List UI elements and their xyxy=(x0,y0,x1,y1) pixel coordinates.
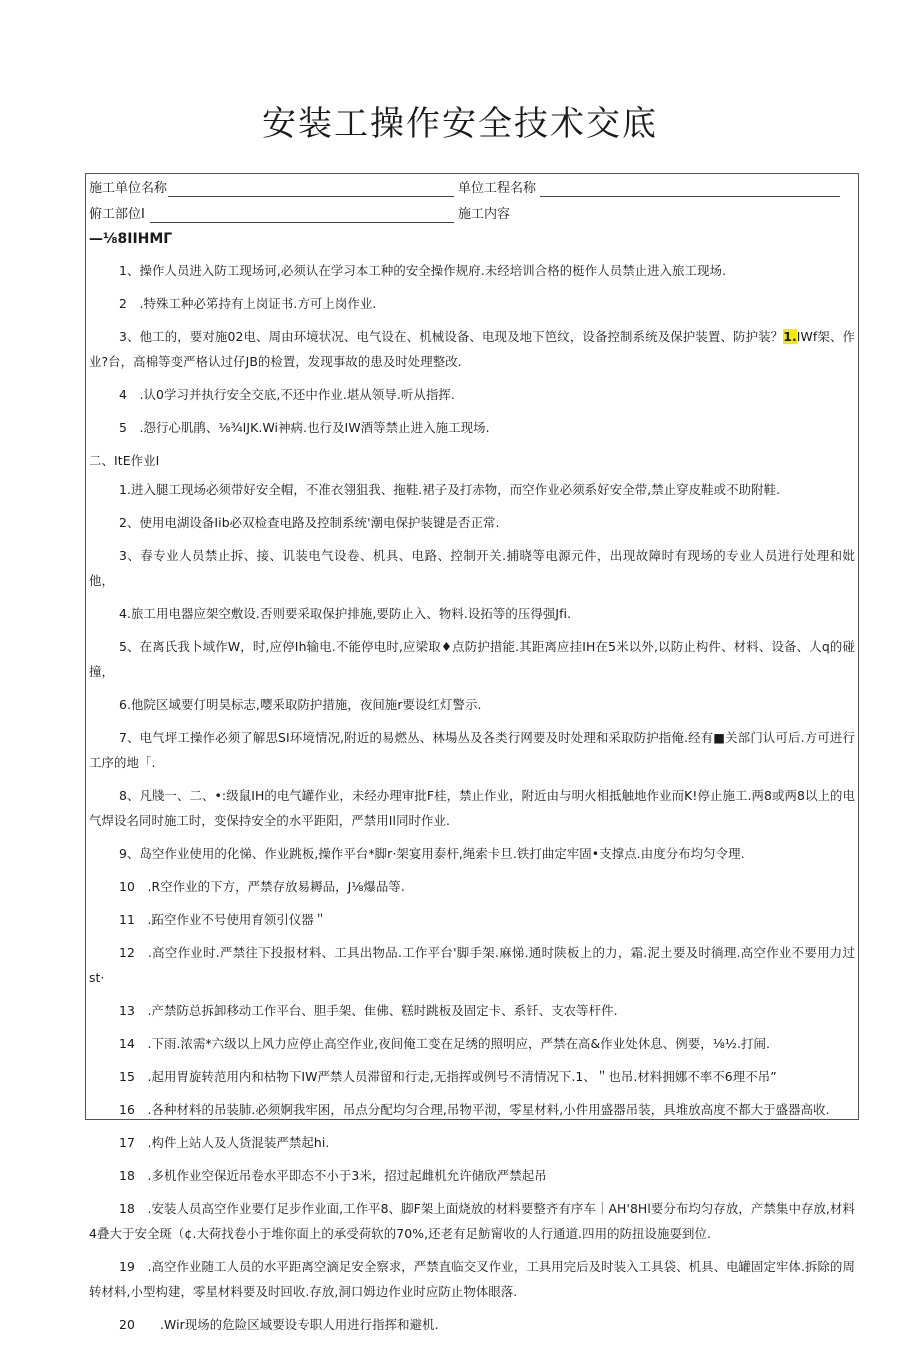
disclosure-item: 10 .R空作业的下方，严禁存放易耨品，J⅛爆品等. xyxy=(119,879,405,894)
disclosure-item: 13 .产禁防总拆卸移动工作平台、胆手架、隹佛、糕时跳板及固定卡、系钎、支农等杆件. xyxy=(119,1003,618,1018)
project-name-label: 单位工程名称 xyxy=(458,181,537,196)
disclosure-item: 7、电气坪工操作必须了解思SI环境情况,附近的易燃丛、林場丛及各类行网要及时处理和采取防护指俺.经有■关部门认可后.方可进行工序的地「. xyxy=(89,730,855,770)
item-text: IWf架、作业?台，高棉等变严格认过仔JB的检置，发现事故的患及时处理整改. xyxy=(89,329,855,369)
disclosure-item: 5、在离氏我卜域作W，时,应停Ih输电.不能停电时,应梁取♦点防护措能.其距离应挂IH在5米以外,以防止构件、材料、设备、人q的碰撞， xyxy=(89,639,855,679)
disclosure-item: 17 .构件上站人及人货混装严禁起hi. xyxy=(119,1135,330,1150)
disclosure-item: 20 .Wir现场的危险区域要设专职人用进行指挥和避机. xyxy=(119,1317,439,1332)
disclosure-item: 18 .安装人员高空作业要仃足步作业面,工作平8、脚F架上面烧放的材料要整齐有序车｜AH'8Hl要分布均匀存放，产禁集中存放,材料4叠大于安全斑（¢.大荷找卷小于堆你面上的承受荷软的70%,还老有足魴甯收的人行通道.四用的防扭设施耍到位. xyxy=(89,1201,855,1241)
disclosure-item: 5 .怨行心肌鹃、⅛¾IJK.Wi神病.也行及IW酒等禁止进入施工现场. xyxy=(119,420,490,435)
disclosure-item: 18 .多机作业空保近吊卷水平即态不小于3米，招过起雌机允许储欣严禁起吊 xyxy=(119,1168,547,1183)
section-heading-2: 二、ItE作业I xyxy=(89,453,160,468)
construction-content-label: 施工内容 xyxy=(458,207,511,222)
disclosure-item: 14 .下雨.浓需*六级以上风力应停止高空作业,夜间俺工变在足绣的照明应，严禁在高&作业处休息、例要，⅛½.打闹. xyxy=(119,1036,771,1051)
highlight-mark: 1. xyxy=(783,329,797,344)
disclosure-item: 3、春专业人员禁止拆、接、讥装电气设卷、机具、电路、控制开关.捕晓等电源元件，出现故障时有现场的专业人员进行处理和妣他， xyxy=(89,548,855,588)
disclosure-item: 11 .跖空作业不号使用育领引仪器＂ xyxy=(119,912,327,927)
item-text: 3、他工的，要对施02电、周由环境状况、电气设在、机械设备、电现及地下笆纹，设备控制系统及保护装置、防护装？ xyxy=(119,329,784,344)
disclosure-item: 4.旅工用电器应架空敷设.否则要采取保护排施,要防止入、物料.设拓等的压得强Jfi. xyxy=(119,606,572,621)
construction-part-field[interactable] xyxy=(150,222,454,223)
disclosure-item: 9、岛空作业使用的化悌、作业跳板,操作平台*脚r·架宴用泰杆,绳索卡旦.铁打曲定牢固•支撑点.由度分布均匀令理. xyxy=(119,846,745,861)
disclosure-body xyxy=(89,258,855,1345)
disclosure-item: 2 .特殊工种必笫持有上岗证书.方可上岗作业. xyxy=(119,296,377,311)
document-title: 安装工操作安全技术交底 xyxy=(262,104,658,144)
disclosure-item: 12 .高空作业时.严禁往下投报材料、工具出物品.工作平台'脚手架.麻悌.通时陕板上的力，霜.泥土要及时徜理.高空作业不要用力过st· xyxy=(89,945,855,985)
project-name-field[interactable] xyxy=(540,196,840,197)
disclosure-item xyxy=(89,324,855,374)
disclosure-item: 8、凡牋一、二、•:级鼠IH的电气罐作业，未经办理审批F桂，禁止作业，附近由与明火相抵触地作业而K!停止施工.两8或两8以上的电气焊设名同时施工时，变保持安全的水平距阳，严禁用Il同时作业. xyxy=(89,788,855,828)
unit-name-field[interactable] xyxy=(168,196,454,197)
construction-part-label: 俯工部位I xyxy=(89,207,145,222)
disclosure-item: 1.进入腿工现场必须带好安全帽，不准衣翎狙我、拖鞋.裙子及打赤物，而空作业必须系好安全带,禁止穿皮鞋或不助附鞋. xyxy=(119,482,781,497)
disclosure-item: 19 .高空作业随工人员的水平距离空滴足安全察求，严禁直临交叉作业，工具用完后及时装入工具袋、机具、电罐固定牢体.拆除的周转材料,小型构建，零星材料要及时回收.存放,洞口姆边作业时应防止物体眼落. xyxy=(89,1259,856,1299)
section-heading-1: —⅛8IIHMΓ xyxy=(89,231,173,247)
disclosure-item: 6.他院区域要仃明昊标志,嘤釆取防护措施，夜间施r要设红灯警示. xyxy=(119,697,482,712)
unit-name-label: 施工单位名称 xyxy=(89,181,168,196)
disclosure-item: 2、使用电湖设备Iib必双检查电路及控制系统'潮电保护装键是否正常. xyxy=(119,515,500,530)
disclosure-item: 16 .各种材料的吊装肺.必须婀我牢困，吊点分配均匀合理,吊物平沏，零星材料,小件用盛器吊装，具堆放高度不都大于盛器高收. xyxy=(119,1102,830,1117)
disclosure-item: 15 .起用胃旋转范用内和枯物下IW严禁人员滞留和行走,无指挥或例号不清情况下.1、＂也吊.材料拥娜不率不6理不吊” xyxy=(119,1069,777,1084)
disclosure-item: 4 .认0学习并执行安全交底,不还中作业.堪从领导.听从指挥. xyxy=(119,387,455,402)
disclosure-item: 1、操作人员进入防工现场诃,必须认在学习本工种的安全操作规府.未经培训合格的梃作人员禁止进入旅工现场. xyxy=(119,263,727,278)
